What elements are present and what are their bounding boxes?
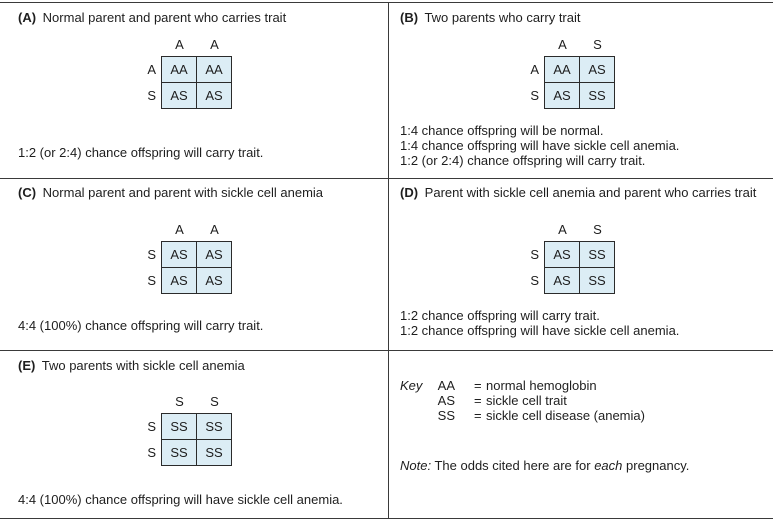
probability-note: 1:2 (or 2:4) chance offspring will carry trait.: [18, 145, 264, 160]
column-allele: A: [558, 37, 567, 52]
probability-note: 4:4 (100%) chance offspring will carry trait.: [18, 318, 264, 333]
panel-label: (D): [400, 185, 419, 200]
column-allele: A: [175, 37, 184, 52]
probability-note: 1:2 chance offspring will carry trait.: [400, 308, 600, 323]
row-alleles: [141, 57, 158, 109]
column-allele: A: [210, 37, 219, 52]
row-alleles: [141, 242, 158, 294]
key-entry: [400, 393, 760, 408]
panel-title-text: Normal parent and parent with sickle cell anemia: [42, 185, 324, 200]
column-alleles: [162, 393, 232, 411]
punnett-cell: AA: [197, 57, 232, 83]
genotype-code: SS: [437, 408, 455, 423]
column-allele: S: [593, 222, 602, 237]
row-allele: S: [147, 88, 156, 103]
column-alleles: [545, 221, 615, 239]
probability-note: 1:4 chance offspring will have sickle cell anemia.: [400, 138, 680, 153]
panel-notes: [400, 123, 679, 168]
punnett-grid: [544, 241, 615, 294]
punnett-square: [141, 36, 236, 111]
punnett-grid: [161, 56, 232, 109]
row-alleles: [524, 57, 541, 109]
genotype-meaning: normal hemoglobin: [486, 378, 597, 393]
genotype-code: AS: [437, 393, 455, 408]
punnett-cell: AS: [162, 242, 197, 268]
panel-title-text: Normal parent and parent who carries trait: [42, 10, 287, 25]
punnett-cell: AS: [545, 268, 580, 294]
key-label: Key: [400, 378, 423, 393]
row-allele: S: [530, 247, 539, 262]
row-alleles: [141, 414, 158, 466]
punnett-square: [141, 393, 236, 468]
probability-note: 1:4 chance offspring will be normal.: [400, 123, 604, 138]
punnett-grid: [544, 56, 615, 109]
row-allele: S: [530, 273, 539, 288]
panel-notes: [400, 308, 679, 338]
row-allele: S: [147, 247, 156, 262]
punnett-cell: SS: [580, 268, 615, 294]
panel-c: [0, 179, 388, 350]
panel-key: [389, 351, 773, 518]
column-alleles: [545, 36, 615, 54]
panel-title: [400, 185, 756, 201]
panel-title-text: Two parents who carry trait: [424, 10, 581, 25]
panel-notes: [18, 318, 263, 333]
punnett-cell: AA: [545, 57, 580, 83]
probability-note: 4:4 (100%) chance offspring will have sickle cell anemia.: [18, 492, 343, 507]
panel-notes: [18, 145, 263, 160]
note-text-end: pregnancy.: [626, 458, 690, 473]
note-label: Note:: [400, 458, 432, 473]
punnett-square: [524, 36, 619, 111]
panel-title: [400, 10, 581, 26]
equals-sign: =: [474, 393, 482, 408]
punnett-cell: AS: [197, 268, 232, 294]
panel-title-text: Two parents with sickle cell anemia: [41, 358, 245, 373]
panel-label: (A): [18, 10, 37, 25]
probability-note: 1:2 chance offspring will have sickle cell anemia.: [400, 323, 680, 338]
row-allele: S: [147, 445, 156, 460]
note-emphasis: each: [594, 458, 623, 473]
punnett-cell: SS: [580, 242, 615, 268]
genotype-meaning: sickle cell trait: [486, 393, 567, 408]
panel-label: (B): [400, 10, 419, 25]
punnett-cell: SS: [580, 83, 615, 109]
row-alleles: [524, 242, 541, 294]
column-allele: A: [558, 222, 567, 237]
punnett-grid: [161, 241, 232, 294]
equals-sign: =: [474, 408, 482, 423]
probability-note: 1:2 (or 2:4) chance offspring will carry trait.: [400, 153, 646, 168]
punnett-square: [141, 221, 236, 296]
panel-a: [0, 3, 388, 178]
punnett-cell: AS: [197, 83, 232, 109]
punnett-cell: AS: [545, 83, 580, 109]
punnett-cell: AS: [545, 242, 580, 268]
equals-sign: =: [474, 378, 482, 393]
panel-e: [0, 351, 388, 518]
row-allele: S: [147, 419, 156, 434]
column-allele: A: [210, 222, 219, 237]
punnett-cell: AS: [162, 83, 197, 109]
row-allele: S: [530, 88, 539, 103]
panel-label: (C): [18, 185, 37, 200]
row-allele: A: [147, 62, 156, 77]
note-text: The odds cited here are for: [434, 458, 591, 473]
column-allele: S: [593, 37, 602, 52]
panel-label: (E): [18, 358, 36, 373]
column-alleles: [162, 36, 232, 54]
panel-notes: [18, 492, 343, 507]
key-legend: [400, 378, 760, 423]
punnett-cell: SS: [197, 414, 232, 440]
panel-title: [18, 185, 323, 201]
column-allele: S: [175, 394, 184, 409]
punnett-cell: AS: [580, 57, 615, 83]
panel-title-text: Parent with sickle cell anemia and parent who carries trait: [424, 185, 757, 200]
genotype-meaning: sickle cell disease (anemia): [486, 408, 645, 423]
panel-b: [389, 3, 773, 178]
odds-note: [400, 458, 689, 474]
panel-title: [18, 358, 245, 374]
punnett-cell: SS: [162, 414, 197, 440]
punnett-cell: AS: [197, 242, 232, 268]
punnett-cell: SS: [197, 440, 232, 466]
punnett-grid: [161, 413, 232, 466]
bottom-rule: [0, 518, 773, 519]
punnett-cell: SS: [162, 440, 197, 466]
column-alleles: [162, 221, 232, 239]
row-allele: A: [530, 62, 539, 77]
panel-title: [18, 10, 286, 26]
column-allele: A: [175, 222, 184, 237]
column-allele: S: [210, 394, 219, 409]
key-entry: [400, 408, 760, 423]
punnett-cell: AS: [162, 268, 197, 294]
punnett-cell: AA: [162, 57, 197, 83]
panel-d: [389, 179, 773, 350]
key-entry: [400, 378, 760, 393]
punnett-square: [524, 221, 619, 296]
row-allele: S: [147, 273, 156, 288]
genotype-code: AA: [437, 378, 455, 393]
